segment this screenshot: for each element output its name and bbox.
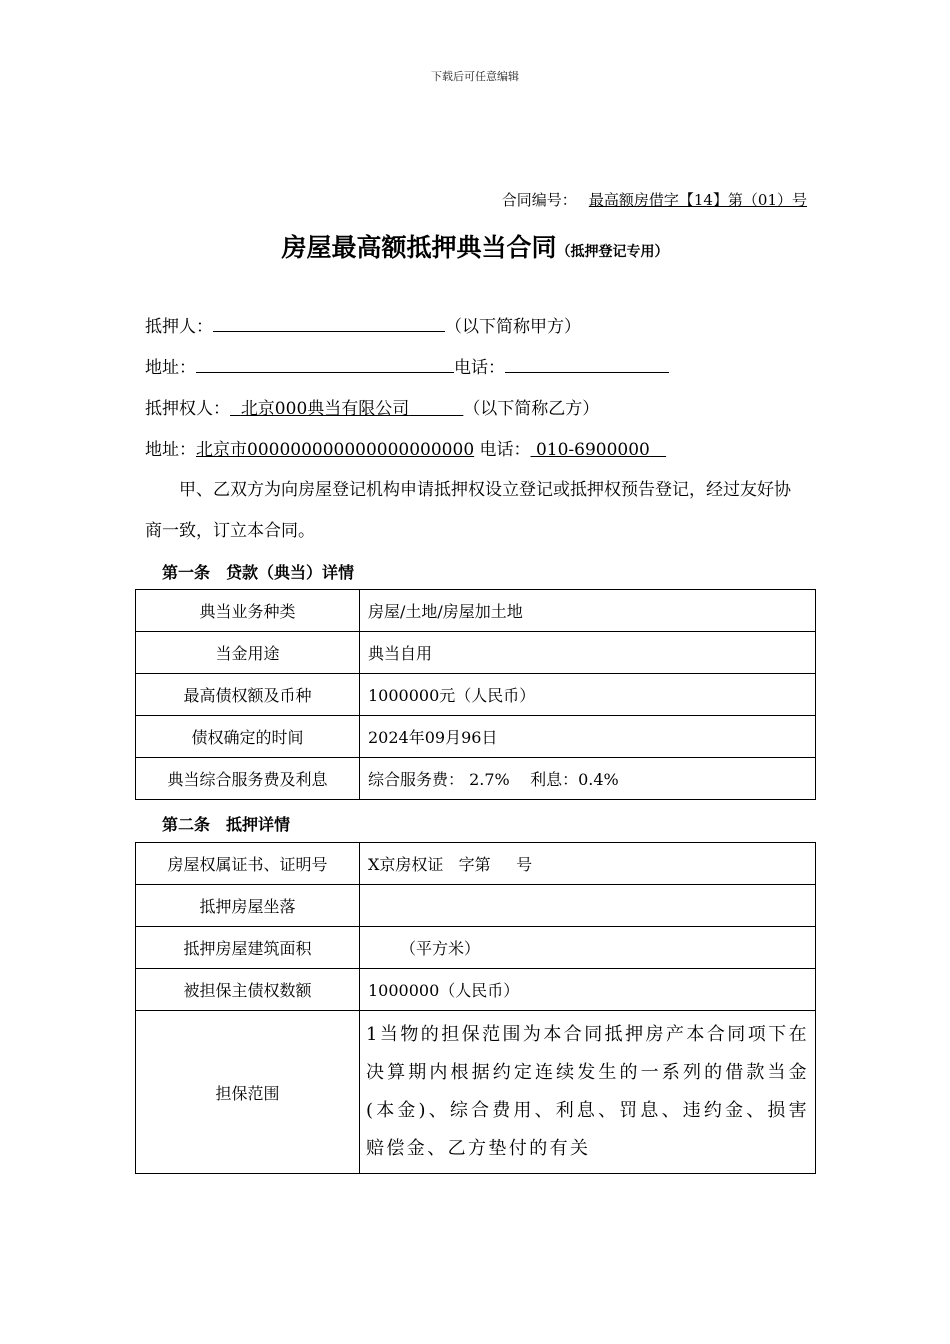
mortgagee-phone-wrap — [531, 440, 667, 460]
mortgagor-blank — [213, 314, 445, 332]
row-label: 房屋权属证书、证明号 — [136, 843, 360, 885]
table-row — [136, 632, 816, 674]
section2-heading — [162, 812, 290, 835]
row-label: 抵押房屋建筑面积 — [136, 927, 360, 969]
contract-number — [502, 189, 807, 210]
contract-number-value: 最高额房借字【14】第（01）号 — [588, 191, 807, 209]
mortgagee-value-wrap — [230, 399, 463, 419]
mortgagee-label: 抵押权人： — [145, 399, 230, 419]
row-value: 房屋/土地/房屋加土地 — [360, 590, 816, 632]
section1-number: 第一条 — [162, 563, 211, 582]
row-value: （平方米） — [360, 927, 816, 969]
table-row — [136, 927, 816, 969]
row-value: 综合服务费： 2.7% 利息：0.4% — [360, 758, 816, 800]
row-label: 最高债权额及币种 — [136, 674, 360, 716]
row-value: 2024年09月96日 — [360, 716, 816, 758]
row-label: 抵押房屋坐落 — [136, 885, 360, 927]
intro-paragraph: 甲、乙双方为向房屋登记机构申请抵押权设立登记或抵押权预告登记，经过友好协商一致，订立本合同。 — [145, 480, 791, 541]
address-label: 地址： — [145, 358, 196, 378]
table-row — [136, 716, 816, 758]
section1-title: 贷款（典当）详情 — [226, 563, 355, 582]
row-value: 典当自用 — [360, 632, 816, 674]
row-label: 担保范围 — [136, 1011, 360, 1174]
phone-label: 电话： — [454, 358, 505, 378]
mortgagee-address-label: 地址： — [145, 440, 196, 460]
section2-title: 抵押详情 — [226, 815, 291, 834]
title-main: 房屋最高额抵押典当合同 — [281, 233, 557, 262]
row-value: 1000000（人民币） — [360, 969, 816, 1011]
loan-details-table — [135, 589, 816, 800]
document-title — [0, 228, 950, 264]
table-row — [136, 758, 816, 800]
mortgagee-phone-label: 电话： — [479, 440, 531, 460]
mortgagor-label: 抵押人： — [145, 317, 213, 337]
address-blank — [196, 355, 454, 373]
row-label: 典当综合服务费及利息 — [136, 758, 360, 800]
contract-number-label: 合同编号： — [501, 191, 577, 209]
section1-heading — [162, 560, 354, 583]
table-row — [136, 590, 816, 632]
mortgagee-suffix: （以下简称乙方） — [463, 399, 600, 419]
mortgagor-line — [145, 312, 581, 337]
section2-number: 第二条 — [162, 815, 211, 834]
row-label: 被担保主债权数额 — [136, 969, 360, 1011]
table-row — [136, 674, 816, 716]
table-row — [136, 1011, 816, 1174]
row-value — [360, 885, 816, 927]
mortgagee-address-line — [145, 435, 666, 460]
mortgagee-line — [145, 394, 599, 419]
mortgage-details-table — [135, 842, 816, 1174]
mortgagor-address-line — [145, 353, 669, 378]
table-row — [136, 885, 816, 927]
row-label: 债权确定的时间 — [136, 716, 360, 758]
mortgagee-value: 北京000典当有限公司 — [240, 399, 410, 419]
header-note: 下载后可任意编辑 — [431, 70, 519, 83]
row-label: 当金用途 — [136, 632, 360, 674]
row-value: 1000000元（人民币） — [360, 674, 816, 716]
mortgagee-phone-value: 010-6900000 — [535, 440, 650, 460]
row-value: X京房权证 字第 号 — [360, 843, 816, 885]
mortgagee-address-value: 北京市000000000000000000000 — [196, 440, 475, 460]
phone-blank — [505, 355, 669, 373]
title-sub: （抵押登记专用） — [556, 244, 669, 260]
row-label: 典当业务种类 — [136, 590, 360, 632]
mortgagor-suffix: （以下简称甲方） — [445, 317, 581, 337]
table-row — [136, 969, 816, 1011]
table-row — [136, 843, 816, 885]
guarantee-scope-text: 1当物的担保范围为本合同抵押房产本合同项下在决算期内根据约定连续发生的一系列的借款当金(本金)、综合费用、利息、罚息、违约金、损害赔偿金、乙方垫付的有关 — [360, 1011, 816, 1174]
